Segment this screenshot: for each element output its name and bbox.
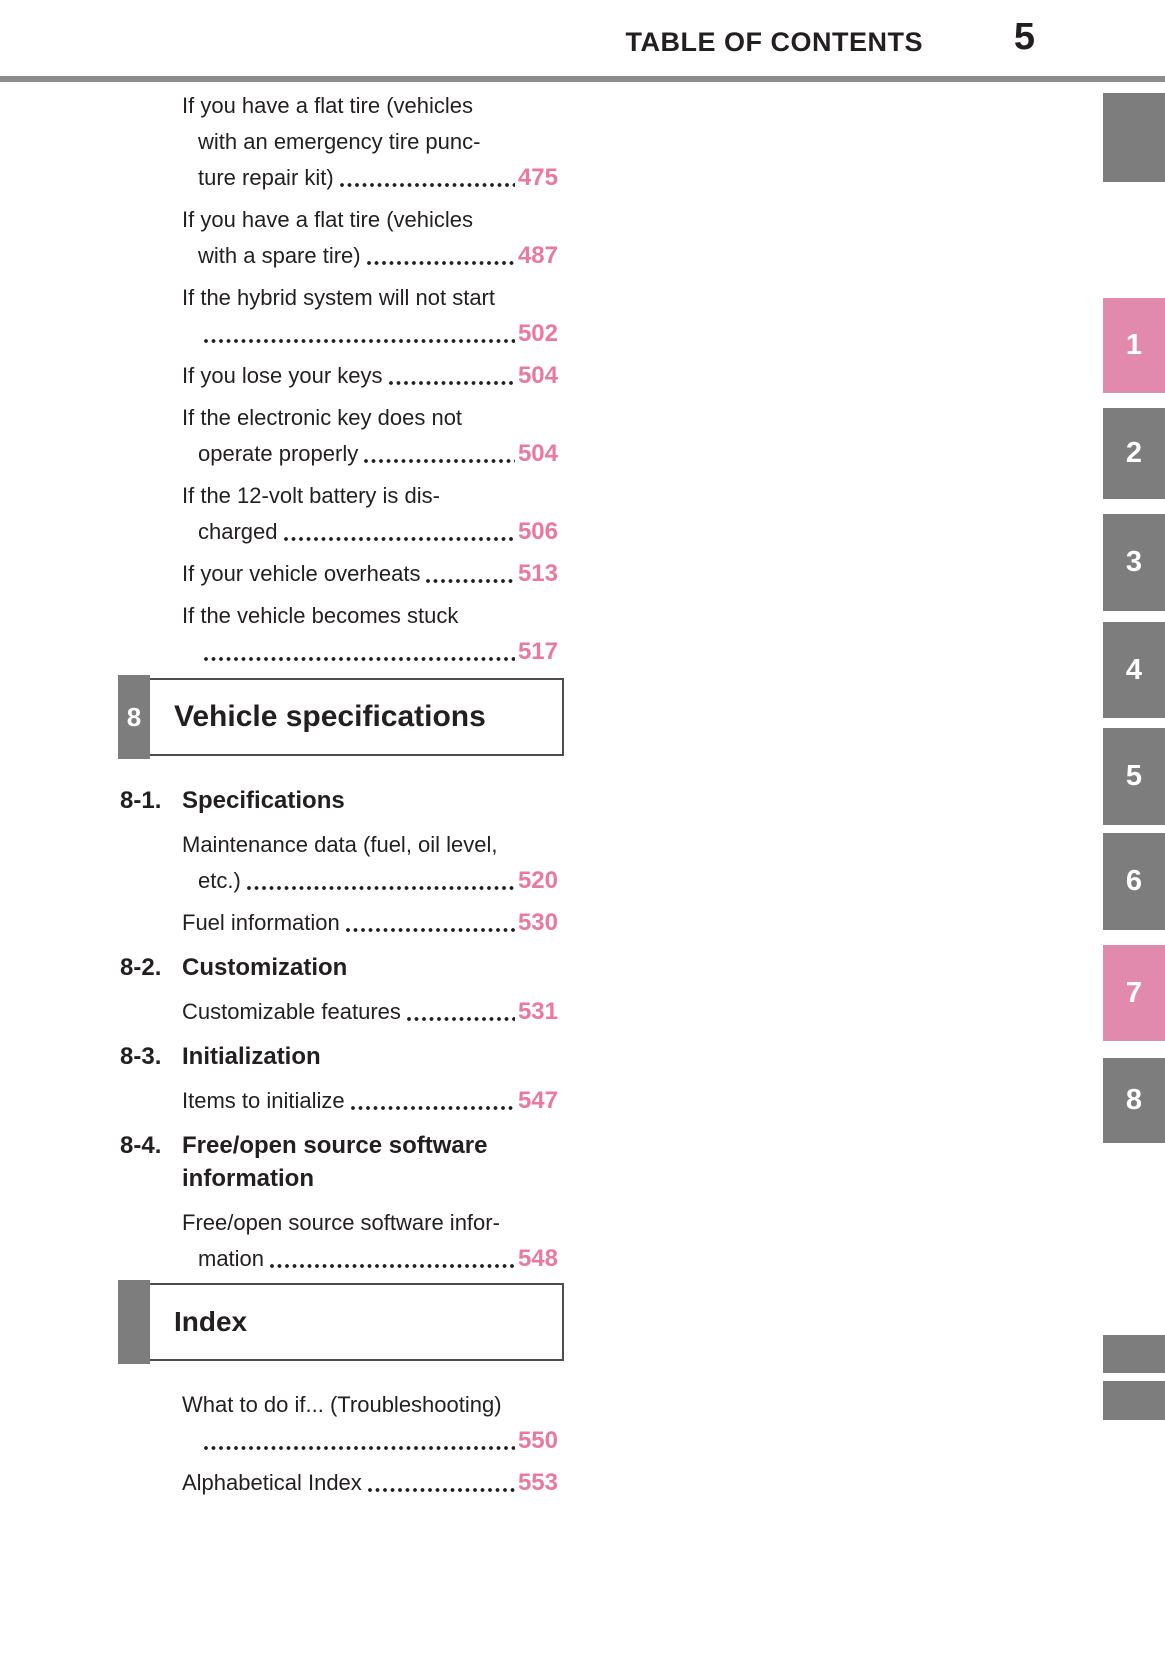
toc-page-number: 517 <box>517 638 558 665</box>
toc-entry[interactable] <box>182 827 558 899</box>
toc-page-number: 553 <box>517 1469 558 1496</box>
dot-leader <box>366 260 515 266</box>
subsection-heading-8-4 <box>120 1129 558 1195</box>
thumb-tab-8[interactable]: 8 <box>1103 1058 1165 1143</box>
toc-entry-text: Items to initialize <box>182 1088 345 1113</box>
header-divider <box>0 76 1165 82</box>
toc-entry-line: If you have a flat tire (vehicles <box>182 93 474 118</box>
subsection-heading-8-3 <box>120 1040 558 1073</box>
subsection-heading-8-1 <box>120 784 558 817</box>
dot-leader <box>269 1263 515 1269</box>
toc-entry[interactable] <box>182 994 558 1030</box>
thumb-tab-6[interactable]: 6 <box>1103 833 1165 930</box>
toc-entry[interactable] <box>182 1465 558 1501</box>
toc-entry[interactable] <box>182 400 558 472</box>
dot-leader <box>425 578 514 584</box>
toc-entry[interactable] <box>182 478 558 550</box>
dot-leader <box>203 338 515 344</box>
subsection-title: Customization <box>182 954 348 981</box>
thumb-tab-blank-top[interactable] <box>1103 93 1165 182</box>
page-title: TABLE OF CONTENTS <box>625 27 923 57</box>
toc-entry[interactable] <box>182 280 558 352</box>
toc-entry[interactable] <box>182 905 558 941</box>
subsection-heading-8-2 <box>120 951 558 984</box>
dot-leader <box>345 927 515 933</box>
dot-leader <box>246 885 515 891</box>
toc-entry[interactable] <box>182 1387 558 1459</box>
toc-page-number: 513 <box>517 560 558 587</box>
toc-page-number: 520 <box>517 867 558 894</box>
toc-page-number: 531 <box>517 998 558 1025</box>
toc-entry-line: If the 12-volt battery is dis- <box>182 483 440 508</box>
subsection-title: information <box>182 1165 314 1192</box>
subsection-title: Free/open source software <box>182 1132 488 1159</box>
dot-leader <box>367 1487 515 1493</box>
toc-entry[interactable] <box>182 358 558 394</box>
toc-page-number: 547 <box>517 1087 558 1114</box>
toc-entry-text: with a spare tire) <box>198 243 361 268</box>
toc-entry[interactable] <box>182 88 558 196</box>
thumb-tab-blank-bottom-2[interactable] <box>1103 1381 1165 1420</box>
dot-leader <box>283 536 515 542</box>
chapter-8-box <box>118 678 564 756</box>
index-title: Index <box>174 1306 248 1337</box>
dot-leader <box>203 656 515 662</box>
toc-entry[interactable] <box>182 1205 558 1277</box>
toc-page-number: 530 <box>517 909 558 936</box>
toc-entry-text: ture repair kit) <box>198 165 334 190</box>
toc-entry-text: Customizable features <box>182 999 401 1024</box>
toc-page-number: 548 <box>517 1245 558 1272</box>
chapter-title: Vehicle specifications <box>174 700 486 733</box>
dot-leader <box>339 182 515 188</box>
toc-entry[interactable] <box>182 598 558 670</box>
toc-page-number: 502 <box>517 320 558 347</box>
page-number: 5 <box>1013 16 1035 58</box>
toc-entry-line: If the vehicle becomes stuck <box>182 603 459 628</box>
subsection-number: 8-2. <box>120 954 162 981</box>
toc-entry[interactable] <box>182 202 558 274</box>
toc-entry-text: operate properly <box>198 441 359 466</box>
toc-entry-text: etc.) <box>198 868 241 893</box>
thumb-tab-2[interactable]: 2 <box>1103 408 1165 499</box>
toc-entry-text: Fuel information <box>182 910 340 935</box>
index-tab <box>118 1280 150 1364</box>
toc-entry-line: with an emergency tire punc- <box>198 129 481 154</box>
toc-entry-line: Maintenance data (fuel, oil level, <box>182 832 498 857</box>
thumb-tab-5[interactable]: 5 <box>1103 728 1165 825</box>
toc-page-number: 550 <box>517 1427 558 1454</box>
thumb-tab-4[interactable]: 4 <box>1103 622 1165 718</box>
toc-entry-text: Alphabetical Index <box>182 1470 362 1495</box>
index-box <box>118 1283 564 1361</box>
subsection-number: 8-3. <box>120 1043 162 1070</box>
subsection-number: 8-4. <box>120 1132 162 1159</box>
subsection-title: Specifications <box>182 787 345 814</box>
subsection-title: Initialization <box>182 1043 321 1070</box>
toc-entry-text: mation <box>198 1246 265 1271</box>
dot-leader <box>363 458 515 464</box>
toc-page-number: 504 <box>517 440 558 467</box>
subsection-number: 8-1. <box>120 787 162 814</box>
thumb-tab-1[interactable]: 1 <box>1103 298 1165 393</box>
toc-page-number: 475 <box>517 164 558 191</box>
toc-page-number: 504 <box>517 362 558 389</box>
toc-entry-text: If you lose your keys <box>182 363 383 388</box>
dot-leader <box>350 1105 515 1111</box>
toc-entry-text: charged <box>198 519 278 544</box>
thumb-tab-3[interactable]: 3 <box>1103 514 1165 611</box>
toc-entry-line: If the electronic key does not <box>182 405 463 430</box>
toc-entry-line: If the hybrid system will not start <box>182 285 495 310</box>
toc-content <box>120 88 558 1507</box>
dot-leader <box>406 1016 515 1022</box>
thumb-tab-blank-bottom-1[interactable] <box>1103 1335 1165 1373</box>
dot-leader <box>203 1445 515 1451</box>
toc-page-number: 506 <box>517 518 558 545</box>
toc-entry-line: Free/open source software infor- <box>182 1210 500 1235</box>
chapter-number-tab: 8 <box>118 675 150 759</box>
toc-entry[interactable] <box>182 1083 558 1119</box>
toc-entry-line: If you have a flat tire (vehicles <box>182 207 474 232</box>
toc-entry-line: What to do if... (Troubleshooting) <box>182 1392 502 1417</box>
toc-entry-text: If your vehicle overheats <box>182 561 421 586</box>
thumb-tab-7[interactable]: 7 <box>1103 945 1165 1041</box>
dot-leader <box>388 380 515 386</box>
toc-entry[interactable] <box>182 556 558 592</box>
toc-page-number: 487 <box>517 242 558 269</box>
